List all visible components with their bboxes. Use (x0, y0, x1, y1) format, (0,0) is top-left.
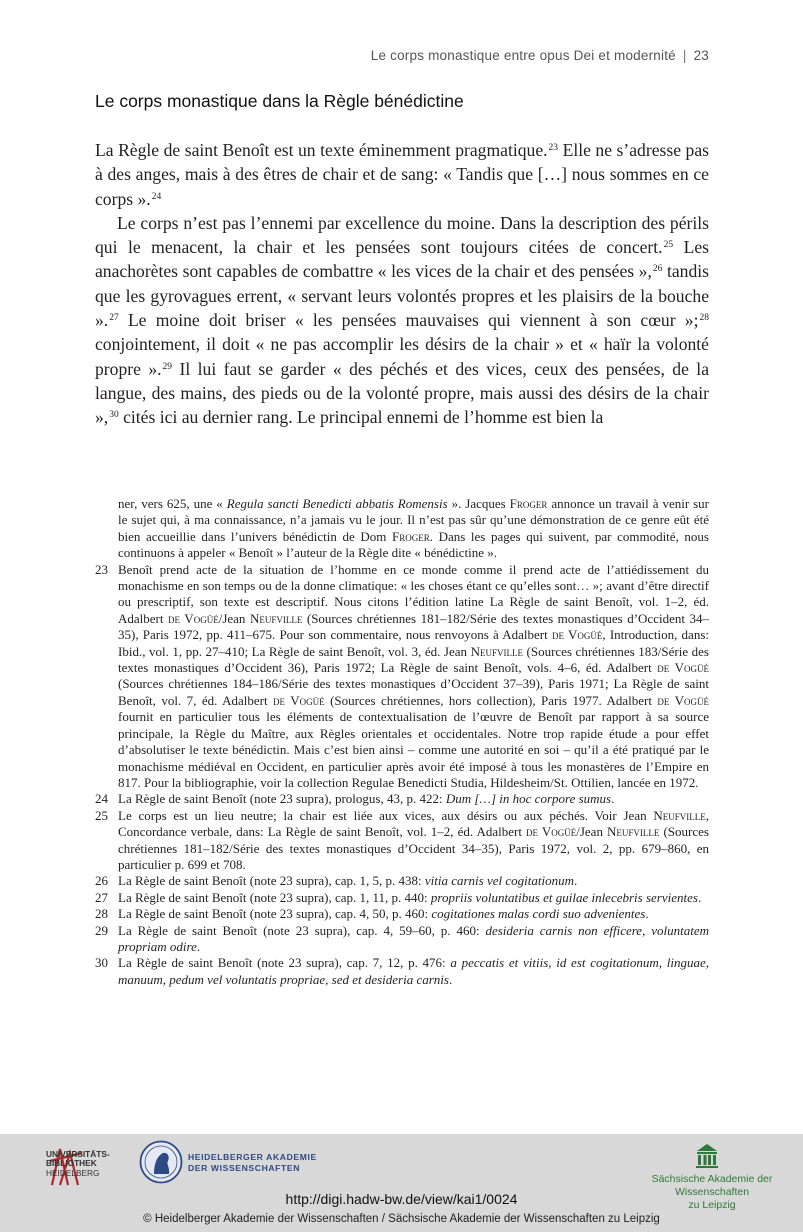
footnote-ref[interactable]: 25 (663, 240, 674, 251)
footnote-text: fournit en particulier tous les éléments de contextualisation de l’œuvre de Benoît par rapport à sa source principale, la Règle du Maître, aux Règles orientales et occidentales. Notre trop rapide étude a pour effet d’absolutiser le texte bénédictin. Mais c’est bien ainsi – comme une autorité en soi – qu’il a été pratiqué par le monachisme médiéval en Occident, en particulier après avoir été imposé à tous les monastères de l’Empire en 817. Pour la bibliographie, voir la collection Regulae Benedicti Studia, Hildesheim/St. Ottilien, lancée en 1972. (118, 709, 709, 790)
ub-label-line: BIBLIOTHEK (46, 1158, 97, 1169)
footnote-text: (Sources chrétiennes 181–182/Série des textes monastiques d’Occident 34–35), Paris 1972, pp. 411–675. Pour son commentaire, nous renvoyons à Adalbert (118, 610, 709, 643)
building-base-icon (696, 1166, 718, 1168)
footer-copyright: © Heidelberger Akademie der Wissenschaften / Sächsische Akademie der Wissenschaften zu Leipzig (143, 1213, 660, 1225)
footnote-italic: a peccatis et vitiis, id est cogitationum, linguae, manuum, pedum vel voluntatis propriae, sed et desideria carnis (118, 955, 710, 987)
building-column-icon (704, 1155, 707, 1165)
footnote-italic: Regula sancti Benedicti abbatis Romensis (226, 496, 448, 511)
hawk-label-line: DER WISSENSCHAFTEN (188, 1162, 301, 1173)
building-beam-icon (697, 1152, 717, 1154)
footer-url-link[interactable]: http://digi.hadw-bw.de/view/kai1/0024 (285, 1191, 518, 1207)
footnote-24 (95, 791, 709, 807)
running-head-title: Le corps monastique entre opus Dei et modernité (370, 48, 676, 63)
author-name: Neufville (653, 807, 706, 823)
footnote-number: 25 (95, 807, 108, 823)
author-name: de Vogüé (551, 627, 603, 643)
footnote-number: 23 (95, 561, 108, 577)
footnote-text: (Sources chrétiennes 181–182/Série des textes monastiques d’Occident 34–35), Paris 1972, vol. 2, pp. 679–860, en particulier p. 699 et 708. (118, 824, 709, 872)
footnote-italic: desideria carnis non efficere, voluntatem propriam odire (118, 922, 709, 954)
footnote-text: . (574, 873, 578, 889)
body-text-span: Le corps n’est pas l’ennemi par excellence du moine. Dans la description des périls qui le menacent, la chair et les pensées sont toujours citées de concert. (95, 212, 709, 258)
footnote-text: La Règle de saint Benoît (note 23 supra), cap. 7, 12, p. 476: (118, 955, 451, 971)
section-heading: Le corps monastique dans la Règle bénédictine (95, 91, 464, 111)
body-text-span: tandis que les gyrovagues errent, « servant leurs volontés propres et les plaisirs de la bouche ». (95, 261, 709, 331)
footnote-ref[interactable]: 26 (652, 264, 663, 275)
footnote-text: /Jean (218, 610, 250, 626)
hawk-label (188, 1152, 317, 1173)
footnote-text: , Concordance verbale, dans: La Règle de saint Benoît, vol. 1–2, éd. Adalbert (118, 807, 709, 840)
footnote-text: Benoît prend acte de la situation de l’homme en ce monde comme il prend acte de l’attiédissement du monachisme en son temps ou de la donne climatique: « les choses étant ce qu’elles sont… »; avant d’être directif ou prescriptif, son texte est descriptif. Nous citons l’édition latine La Règle de saint Benoît, vol. 1–2, éd. Adalbert (118, 561, 709, 626)
footnote-text: La Règle de saint Benoît (note 23 supra), cap. 4, 59–60, p. 460: (118, 922, 486, 938)
footnotes (95, 496, 709, 988)
footnote-28 (95, 906, 709, 922)
body-text (95, 138, 709, 430)
footnote-text: . Dans les pages qui suivent, par commodité, nous continuons à appeler « Benoît » l’auteur de la Règle dite « bénédictine ». (118, 528, 709, 561)
footnote-ref[interactable]: 28 (699, 313, 709, 324)
footnote-text: (Sources chrétiennes 184–186/Série des textes monastiques d’Occident 37–39), Paris 1971; La Règle de saint Benoît, vol. 7, éd. Adalbert (118, 676, 709, 708)
footnote-text: (Sources chrétiennes, hors collection), Paris 1977. Adalbert (324, 692, 658, 708)
footnote-29 (95, 923, 709, 956)
footnote-italic: Dum […] in hoc corpore sumus (445, 791, 612, 807)
footnote-text: Le corps est un lieu neutre; la chair est liée aux vices, aux désirs ou aux péchés. Voir Jean (118, 807, 654, 823)
footnote-text: La Règle de saint Benoît (note 23 supra), cap. 4, 50, p. 460: (118, 906, 432, 922)
author-name: Froger (509, 496, 548, 511)
footnote-number: 28 (95, 906, 108, 922)
footnote-text: La Règle de saint Benoît (note 23 supra), cap. 1, 5, p. 438: (118, 873, 425, 889)
footnote-23 (95, 562, 709, 792)
footnote-number: 29 (95, 922, 108, 938)
body-text-span: Elle ne s’adresse pas à des anges, mais à des êtres de chair et de sang: « Tandis que […] nous sommes en ce corps ». (95, 140, 709, 209)
footnote-continuation (118, 496, 709, 562)
footnote-text: . (697, 889, 702, 905)
author-name: de Vogüé (168, 610, 219, 626)
author-name: de Vogüé (657, 660, 709, 676)
footnote-ref[interactable]: 27 (109, 313, 119, 324)
running-head (371, 48, 709, 63)
author-name: de Vogüé (657, 692, 709, 708)
hawk-label-line: HEIDELBERGER AKADEMIE (188, 1152, 317, 1162)
footnote-26 (95, 873, 709, 889)
saw-building-icon[interactable] (695, 1143, 719, 1169)
footnote-italic: propriis voluntatibus et guilae inlecebris servientes (430, 889, 698, 905)
author-name: Neufville (470, 643, 523, 659)
page-number: 23 (693, 48, 709, 63)
footnote-text: . (196, 938, 201, 954)
hawk-seal-icon[interactable] (139, 1140, 183, 1184)
footnote-text: (Sources chrétiennes 183/Série des textes monastiques d’Occident 36), Paris 1972; La Règle de saint Benoît, vols. 4–6, éd. Adalbert (118, 643, 709, 676)
body-text-span: cités ici au dernier rang. Le principal ennemi de l’homme est bien la (118, 407, 604, 428)
footnote-text: . (448, 971, 453, 987)
building-column-icon (698, 1155, 701, 1165)
footnote-ref[interactable]: 23 (548, 143, 559, 153)
ub-label-line: UNIVERSITÄTS- (46, 1149, 110, 1159)
body-text-span: Il lui faut se garder « des péchés et des vices, ceux des pensées, de la langue, des mains, des pieds ou de la volonté propre, mais aussi des désirs de la chair », (95, 358, 710, 428)
ub-label-line: HEIDELBERG (46, 1167, 100, 1178)
body-text-span: La Règle de saint Benoît est un texte éminemment pragmatique. (95, 140, 548, 160)
footnote-text: , Introduction, dans: Ibid., vol. 1, pp. 27–410; La Règle de saint Benoît, vol. 3, éd. Jean (118, 627, 709, 659)
footnote-text: La Règle de saint Benoît (note 23 supra), prologus, 43, p. 422: (118, 791, 446, 807)
saw-label-line: Sächsische Akademie der Wissenschaften (651, 1173, 773, 1198)
footnote-italic: cogitationes malas cordi suo advenientes (431, 906, 646, 922)
footnote-30 (95, 955, 709, 988)
footnote-number: 30 (95, 955, 108, 971)
body-text-span: Les anachorètes sont capables de combattre « les vices de la chair et des pensées », (95, 237, 709, 282)
footnote-27 (95, 890, 709, 906)
building-roof-icon (697, 1144, 717, 1151)
footnote-text: ». Jacques (447, 496, 510, 511)
author-name: Neufville (249, 610, 303, 626)
author-name: de Vogüé (526, 824, 577, 840)
footnote-ref[interactable]: 29 (162, 361, 173, 372)
footnote-text: /Jean (576, 824, 608, 840)
footnote-text: . (611, 791, 615, 807)
running-head-separator: | (682, 48, 687, 63)
footnote-text: ner, vers 625, une « (118, 496, 227, 511)
footnote-ref[interactable]: 24 (151, 191, 162, 202)
saw-label-line: zu Leipzig (688, 1199, 736, 1211)
footnote-text: La Règle de saint Benoît (note 23 supra), cap. 1, 11, p. 440: (118, 889, 431, 905)
building-column-icon (713, 1155, 716, 1165)
footnote-ref[interactable]: 30 (109, 410, 119, 421)
footnote-text: annonce un travail à venir sur le sujet qui, à ma connaissance, n’a jamais vu le jour. Il n’est pas sûr qu’une démonstration de ce genre eût été bien accueillie dans l’univers bénédictin de Dom (118, 496, 709, 544)
footnote-25 (95, 808, 709, 874)
body-paragraph-1 (95, 138, 709, 211)
footnote-number: 26 (95, 873, 108, 889)
footnote-italic: vitia carnis vel cogitationum (424, 873, 574, 889)
footnote-number: 27 (95, 889, 108, 905)
footnote-number: 24 (95, 791, 108, 807)
author-name: Neufville (607, 824, 660, 840)
ub-heidelberg-label (46, 1150, 110, 1178)
building-column-icon (708, 1155, 711, 1165)
author-name: Froger (391, 528, 430, 544)
author-name: de Vogüé (273, 692, 325, 708)
body-text-span: conjointement, il doit « ne pas accomplir les désirs de la chair » et « haïr la volonté propre ». (95, 334, 709, 379)
footnote-text: . (645, 906, 649, 922)
body-text-span: Le moine doit briser « les pensées mauvaises qui viennent à son cœur »; (118, 310, 699, 331)
body-paragraph-2 (95, 211, 709, 430)
